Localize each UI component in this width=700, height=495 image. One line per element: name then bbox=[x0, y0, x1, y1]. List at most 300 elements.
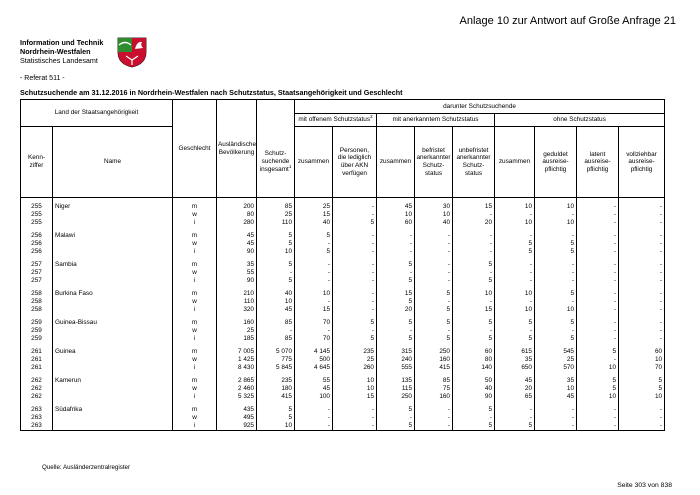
cell-value: 45 bbox=[377, 198, 415, 212]
cell-value: 135 bbox=[377, 372, 415, 385]
table-row bbox=[21, 248, 665, 256]
cell-value: 5 bbox=[495, 248, 535, 256]
cell-name bbox=[53, 269, 173, 277]
cell-value: - bbox=[377, 269, 415, 277]
cell-value: 250 bbox=[377, 393, 415, 401]
cell-value: 35 bbox=[535, 372, 577, 385]
header-ohne: ohne Schutzstatus bbox=[495, 114, 665, 127]
cell-value: 20 bbox=[495, 385, 535, 393]
cell-value: 8 430 bbox=[217, 364, 257, 372]
cell-value: - bbox=[295, 422, 333, 431]
cell-value: 10 bbox=[495, 285, 535, 298]
cell-value: 5 325 bbox=[217, 393, 257, 401]
cell-value: 250 bbox=[415, 343, 453, 356]
cell-value: - bbox=[535, 227, 577, 240]
cell-geschlecht: m bbox=[173, 285, 217, 298]
table-row bbox=[21, 422, 665, 431]
header-befristet: befristet anerkannter Schutz- status bbox=[415, 127, 453, 198]
cell-value: 5 bbox=[415, 335, 453, 343]
table-row bbox=[21, 364, 665, 372]
cell-value: - bbox=[453, 240, 495, 248]
cell-value: 5 bbox=[333, 335, 377, 343]
cell-kennziffer: 259 bbox=[21, 327, 53, 335]
cell-geschlecht: m bbox=[173, 198, 217, 212]
cell-value: 235 bbox=[333, 343, 377, 356]
cell-value: 10 bbox=[535, 385, 577, 393]
cell-value: - bbox=[619, 327, 665, 335]
cell-kennziffer: 263 bbox=[21, 414, 53, 422]
cell-value: - bbox=[535, 298, 577, 306]
cell-value: - bbox=[577, 335, 619, 343]
cell-value: - bbox=[619, 298, 665, 306]
cell-value: 10 bbox=[577, 364, 619, 372]
cell-value: 90 bbox=[453, 393, 495, 401]
cell-geschlecht: i bbox=[173, 393, 217, 401]
cell-value: - bbox=[619, 314, 665, 327]
cell-value: - bbox=[415, 327, 453, 335]
header-auslaendische-bevoelkerung: Ausländische Bevölkerung bbox=[217, 100, 257, 198]
cell-value: 15 bbox=[295, 211, 333, 219]
cell-kennziffer: 257 bbox=[21, 269, 53, 277]
header-schutzsuchende: Schutz- suchende insgesamt$^1$ bbox=[257, 127, 295, 198]
cell-value: 775 bbox=[257, 356, 295, 364]
cell-value: 90 bbox=[217, 277, 257, 285]
cell-name bbox=[53, 385, 173, 393]
cell-kennziffer: 262 bbox=[21, 393, 53, 401]
org-line-3: Statistisches Landesamt bbox=[20, 56, 98, 65]
referat-label: - Referat 511 - bbox=[20, 75, 65, 82]
cell-value: 80 bbox=[453, 356, 495, 364]
cell-value: 10 bbox=[619, 393, 665, 401]
cell-value: - bbox=[495, 256, 535, 269]
cell-value: - bbox=[535, 269, 577, 277]
cell-geschlecht: w bbox=[173, 414, 217, 422]
cell-kennziffer: 261 bbox=[21, 356, 53, 364]
statistics-table bbox=[20, 99, 665, 431]
cell-value: 5 bbox=[577, 372, 619, 385]
cell-value: - bbox=[619, 422, 665, 431]
cell-value: - bbox=[619, 277, 665, 285]
cell-kennziffer: 255 bbox=[21, 219, 53, 227]
cell-value: - bbox=[295, 327, 333, 335]
cell-value: - bbox=[535, 256, 577, 269]
cell-value: 15 bbox=[333, 393, 377, 401]
cell-value: 5 bbox=[453, 256, 495, 269]
cell-value: 80 bbox=[217, 211, 257, 219]
cell-value: 50 bbox=[453, 372, 495, 385]
cell-geschlecht: w bbox=[173, 356, 217, 364]
cell-value: - bbox=[333, 240, 377, 248]
cell-value: 5 bbox=[377, 256, 415, 269]
cell-geschlecht: m bbox=[173, 227, 217, 240]
cell-value: 10 bbox=[535, 198, 577, 212]
cell-geschlecht: w bbox=[173, 385, 217, 393]
cell-value: 160 bbox=[415, 393, 453, 401]
header-land: Land der Staatsangehörigkeit bbox=[21, 100, 173, 127]
cell-value: 5 bbox=[257, 227, 295, 240]
cell-kennziffer: 256 bbox=[21, 248, 53, 256]
cell-value: 65 bbox=[495, 393, 535, 401]
cell-value: 10 bbox=[257, 422, 295, 431]
cell-geschlecht: i bbox=[173, 364, 217, 372]
cell-value: 45 bbox=[495, 372, 535, 385]
cell-kennziffer: 258 bbox=[21, 298, 53, 306]
cell-kennziffer: 257 bbox=[21, 277, 53, 285]
cell-value: - bbox=[619, 285, 665, 298]
cell-value: 5 bbox=[535, 248, 577, 256]
cell-value: 40 bbox=[415, 219, 453, 227]
cell-value: - bbox=[333, 211, 377, 219]
cell-value: - bbox=[577, 277, 619, 285]
cell-value: 5 bbox=[257, 414, 295, 422]
table-row bbox=[21, 356, 665, 364]
cell-value: - bbox=[495, 227, 535, 240]
cell-name: Malawi bbox=[53, 227, 173, 240]
cell-geschlecht: i bbox=[173, 335, 217, 343]
header-vollziehbar: vollziehbar ausreise- pflichtig bbox=[619, 127, 665, 198]
cell-value: 55 bbox=[217, 269, 257, 277]
cell-value: 5 bbox=[619, 372, 665, 385]
cell-value: 60 bbox=[619, 343, 665, 356]
cell-kennziffer: 261 bbox=[21, 343, 53, 356]
header-kennziffer: Kenn- ziffer bbox=[21, 127, 53, 198]
table-row bbox=[21, 335, 665, 343]
cell-geschlecht: m bbox=[173, 401, 217, 414]
cell-value: 495 bbox=[217, 414, 257, 422]
cell-name: Sambia bbox=[53, 256, 173, 269]
cell-name bbox=[53, 364, 173, 372]
cell-value: 35 bbox=[217, 256, 257, 269]
cell-geschlecht: i bbox=[173, 248, 217, 256]
cell-value: - bbox=[535, 401, 577, 414]
cell-value: - bbox=[453, 248, 495, 256]
cell-value: 5 bbox=[333, 314, 377, 327]
cell-value: 5 bbox=[377, 298, 415, 306]
cell-kennziffer: 261 bbox=[21, 364, 53, 372]
cell-value: - bbox=[453, 327, 495, 335]
header-latent: latent ausreise- pflichtig bbox=[577, 127, 619, 198]
cell-value: 10 bbox=[619, 356, 665, 364]
cell-value: - bbox=[415, 269, 453, 277]
cell-value: - bbox=[577, 240, 619, 248]
cell-value: 5 bbox=[453, 422, 495, 431]
cell-value: - bbox=[577, 248, 619, 256]
cell-value: - bbox=[295, 240, 333, 248]
cell-value: - bbox=[577, 285, 619, 298]
cell-value: 10 bbox=[535, 306, 577, 314]
cell-value: - bbox=[619, 219, 665, 227]
cell-value: 260 bbox=[333, 364, 377, 372]
cell-value: 5 bbox=[535, 285, 577, 298]
cell-value: 10 bbox=[535, 219, 577, 227]
header-offen: mit offenem Schutzstatus$^2$ bbox=[295, 114, 377, 127]
cell-value: - bbox=[415, 256, 453, 269]
cell-value: - bbox=[333, 227, 377, 240]
cell-value: - bbox=[619, 227, 665, 240]
cell-value: - bbox=[577, 314, 619, 327]
cell-value: 555 bbox=[377, 364, 415, 372]
header-name: Name bbox=[53, 127, 173, 198]
cell-value: - bbox=[619, 240, 665, 248]
cell-value: 5 bbox=[495, 314, 535, 327]
cell-value: - bbox=[453, 269, 495, 277]
header-anerkannt-zusammen: zusammen bbox=[377, 127, 415, 198]
cell-value: 5 bbox=[377, 335, 415, 343]
table-row bbox=[21, 240, 665, 248]
cell-value: - bbox=[577, 401, 619, 414]
cell-value: - bbox=[333, 248, 377, 256]
cell-name bbox=[53, 219, 173, 227]
cell-value: 5 bbox=[453, 335, 495, 343]
cell-value: - bbox=[415, 298, 453, 306]
table-row bbox=[21, 227, 665, 240]
cell-value: - bbox=[577, 219, 619, 227]
cell-value: 25 bbox=[295, 198, 333, 212]
page-number: Seite 303 von 838 bbox=[617, 482, 672, 489]
table-row bbox=[21, 285, 665, 298]
cell-value: - bbox=[453, 211, 495, 219]
cell-value: 110 bbox=[217, 298, 257, 306]
cell-value: - bbox=[333, 277, 377, 285]
cell-value: 5 bbox=[495, 422, 535, 431]
cell-value: - bbox=[495, 414, 535, 422]
cell-value: 415 bbox=[257, 393, 295, 401]
cell-value: 925 bbox=[217, 422, 257, 431]
cell-value: - bbox=[535, 414, 577, 422]
cell-value: 55 bbox=[295, 372, 333, 385]
cell-value: 25 bbox=[333, 356, 377, 364]
cell-value: - bbox=[333, 269, 377, 277]
nrw-coat-of-arms-icon bbox=[116, 36, 148, 68]
cell-value: 40 bbox=[453, 385, 495, 393]
cell-value: 25 bbox=[217, 327, 257, 335]
cell-value: - bbox=[333, 298, 377, 306]
table-row bbox=[21, 327, 665, 335]
cell-value: 210 bbox=[217, 285, 257, 298]
cell-value: - bbox=[577, 306, 619, 314]
cell-kennziffer: 263 bbox=[21, 422, 53, 431]
cell-value: - bbox=[333, 256, 377, 269]
cell-value: 100 bbox=[295, 393, 333, 401]
cell-value: - bbox=[535, 422, 577, 431]
table-row bbox=[21, 385, 665, 393]
table-body bbox=[21, 198, 665, 431]
cell-value: 2 865 bbox=[217, 372, 257, 385]
cell-value: 10 bbox=[257, 298, 295, 306]
cell-name bbox=[53, 240, 173, 248]
cell-geschlecht: w bbox=[173, 211, 217, 219]
cell-value: 5 bbox=[377, 314, 415, 327]
cell-value: 70 bbox=[619, 364, 665, 372]
cell-value: 5 bbox=[535, 240, 577, 248]
cell-kennziffer: 258 bbox=[21, 306, 53, 314]
cell-value: 5 bbox=[535, 314, 577, 327]
cell-name: Kamerun bbox=[53, 372, 173, 385]
table-row bbox=[21, 414, 665, 422]
cell-value: 5 bbox=[453, 401, 495, 414]
cell-name: Guinea-Bissau bbox=[53, 314, 173, 327]
cell-value: - bbox=[415, 240, 453, 248]
header-anerkannt: mit anerkanntem Schutzstatus bbox=[377, 114, 495, 127]
annex-heading: Anlage 10 zur Antwort auf Große Anfrage 21 bbox=[459, 15, 676, 27]
cell-value: 15 bbox=[453, 306, 495, 314]
cell-geschlecht: m bbox=[173, 256, 217, 269]
cell-value: - bbox=[619, 401, 665, 414]
cell-name bbox=[53, 414, 173, 422]
cell-name: Burkina Faso bbox=[53, 285, 173, 298]
cell-value: 5 070 bbox=[257, 343, 295, 356]
cell-value: 415 bbox=[415, 364, 453, 372]
cell-value: 60 bbox=[377, 219, 415, 227]
cell-value: - bbox=[619, 211, 665, 219]
cell-value: 15 bbox=[453, 198, 495, 212]
cell-value: 5 bbox=[415, 306, 453, 314]
header-blank bbox=[257, 100, 295, 127]
cell-value: 545 bbox=[535, 343, 577, 356]
source-note: Quelle: Ausländerzentralregister bbox=[42, 464, 131, 471]
organization-name bbox=[20, 38, 103, 65]
cell-value: - bbox=[333, 327, 377, 335]
cell-name: Niger bbox=[53, 198, 173, 212]
cell-value: - bbox=[333, 198, 377, 212]
cell-value: 20 bbox=[453, 219, 495, 227]
cell-value: 10 bbox=[495, 219, 535, 227]
cell-value: 40 bbox=[257, 285, 295, 298]
cell-value: - bbox=[619, 248, 665, 256]
cell-value: 5 bbox=[377, 422, 415, 431]
cell-value: 5 bbox=[577, 385, 619, 393]
cell-kennziffer: 262 bbox=[21, 372, 53, 385]
cell-value: 10 bbox=[453, 285, 495, 298]
cell-value: - bbox=[415, 227, 453, 240]
table-row bbox=[21, 401, 665, 414]
table-row bbox=[21, 298, 665, 306]
cell-name bbox=[53, 335, 173, 343]
cell-value: 10 bbox=[333, 372, 377, 385]
cell-value: - bbox=[257, 327, 295, 335]
cell-value: - bbox=[333, 306, 377, 314]
cell-value: - bbox=[577, 211, 619, 219]
cell-kennziffer: 259 bbox=[21, 335, 53, 343]
cell-value: - bbox=[295, 277, 333, 285]
cell-value: 5 bbox=[333, 219, 377, 227]
cell-value: - bbox=[619, 335, 665, 343]
cell-value: - bbox=[577, 256, 619, 269]
cell-value: 5 bbox=[495, 335, 535, 343]
cell-value: 115 bbox=[377, 385, 415, 393]
cell-name: Guinea bbox=[53, 343, 173, 356]
cell-value: 10 bbox=[295, 285, 333, 298]
cell-value: - bbox=[453, 227, 495, 240]
cell-value: - bbox=[415, 401, 453, 414]
cell-geschlecht: m bbox=[173, 343, 217, 356]
cell-value: - bbox=[577, 269, 619, 277]
table-row bbox=[21, 256, 665, 269]
cell-value: - bbox=[495, 298, 535, 306]
cell-value: 5 bbox=[257, 401, 295, 414]
cell-name bbox=[53, 327, 173, 335]
cell-value: - bbox=[333, 414, 377, 422]
cell-value: - bbox=[295, 401, 333, 414]
cell-value: - bbox=[295, 256, 333, 269]
cell-kennziffer: 255 bbox=[21, 198, 53, 212]
cell-value: 5 845 bbox=[257, 364, 295, 372]
cell-value: 70 bbox=[295, 335, 333, 343]
cell-value: 45 bbox=[535, 393, 577, 401]
cell-value: - bbox=[535, 327, 577, 335]
cell-value: - bbox=[535, 211, 577, 219]
cell-value: 5 bbox=[257, 240, 295, 248]
cell-value: - bbox=[577, 298, 619, 306]
cell-value: 185 bbox=[217, 335, 257, 343]
cell-value: 435 bbox=[217, 401, 257, 414]
cell-value: - bbox=[453, 298, 495, 306]
cell-name bbox=[53, 306, 173, 314]
cell-value: - bbox=[495, 269, 535, 277]
cell-value: 60 bbox=[453, 343, 495, 356]
cell-name: Südafrika bbox=[53, 401, 173, 414]
cell-value: 10 bbox=[377, 211, 415, 219]
cell-value: 280 bbox=[217, 219, 257, 227]
cell-value: 10 bbox=[577, 393, 619, 401]
table-row bbox=[21, 343, 665, 356]
cell-value: 5 bbox=[577, 343, 619, 356]
cell-value: - bbox=[415, 277, 453, 285]
cell-value: 10 bbox=[495, 198, 535, 212]
cell-name bbox=[53, 393, 173, 401]
cell-value: - bbox=[535, 277, 577, 285]
cell-value: - bbox=[577, 356, 619, 364]
cell-value: - bbox=[577, 198, 619, 212]
cell-value: 5 bbox=[453, 314, 495, 327]
cell-value: 1 425 bbox=[217, 356, 257, 364]
cell-value: 160 bbox=[415, 356, 453, 364]
cell-value: - bbox=[577, 327, 619, 335]
cell-value: 15 bbox=[377, 285, 415, 298]
cell-value: - bbox=[495, 277, 535, 285]
cell-kennziffer: 255 bbox=[21, 211, 53, 219]
cell-value: 570 bbox=[535, 364, 577, 372]
cell-value: 650 bbox=[495, 364, 535, 372]
cell-value: - bbox=[295, 414, 333, 422]
cell-value: 4 645 bbox=[295, 364, 333, 372]
table-row bbox=[21, 393, 665, 401]
header-darunter: darunter Schutzsuchende bbox=[295, 100, 665, 114]
org-line-1: Information und Technik bbox=[20, 38, 104, 47]
cell-kennziffer: 262 bbox=[21, 385, 53, 393]
cell-value: 35 bbox=[495, 356, 535, 364]
cell-name bbox=[53, 277, 173, 285]
table-row bbox=[21, 211, 665, 219]
cell-value: - bbox=[577, 227, 619, 240]
cell-value: - bbox=[295, 298, 333, 306]
cell-value: 5 bbox=[377, 277, 415, 285]
cell-value: 5 bbox=[257, 256, 295, 269]
cell-geschlecht: m bbox=[173, 314, 217, 327]
cell-value: 25 bbox=[535, 356, 577, 364]
header-geschlecht: Geschlecht bbox=[173, 100, 217, 198]
cell-value: 2 460 bbox=[217, 385, 257, 393]
cell-kennziffer: 258 bbox=[21, 285, 53, 298]
cell-value: 85 bbox=[415, 372, 453, 385]
cell-value: 5 bbox=[535, 335, 577, 343]
cell-value: - bbox=[453, 414, 495, 422]
cell-value: 5 bbox=[295, 248, 333, 256]
table-row bbox=[21, 277, 665, 285]
cell-value: - bbox=[377, 327, 415, 335]
cell-value: 320 bbox=[217, 306, 257, 314]
cell-value: - bbox=[295, 269, 333, 277]
